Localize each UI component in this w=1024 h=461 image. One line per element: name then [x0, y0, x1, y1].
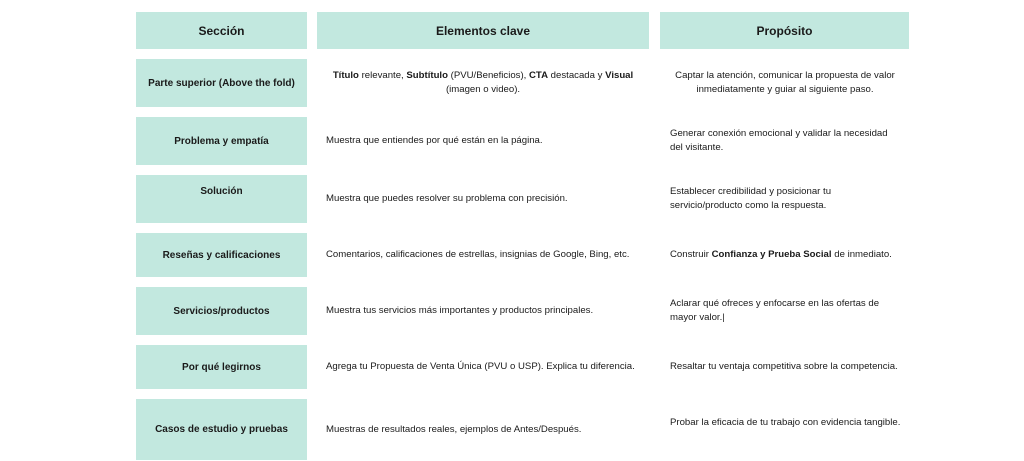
text: relevante, — [358, 70, 407, 81]
bold-text: Título — [332, 70, 359, 81]
section-cell: Servicios/productos — [136, 287, 307, 335]
elements-cell — [318, 59, 648, 107]
bold-text: Confianza y Prueba Social — [711, 249, 832, 260]
purpose-cell: Establecer credibilidad y posicionar tu servicio/producto como la respuesta. — [670, 186, 832, 211]
text: (PVU/Beneficios), — [447, 70, 529, 81]
purpose-cell: Aclarar qué ofreces y enfocarse en las ofertas de mayor valor.| — [670, 298, 880, 323]
purpose-cell: Generar conexión emocional y validar la necesidad del visitante. — [670, 128, 888, 153]
section-cell: Problema y empatía — [136, 117, 307, 165]
section-cell: Parte superior (Above the fold) — [136, 59, 307, 107]
section-cell: Por qué legirnos — [136, 345, 307, 389]
header-purpose: Propósito — [660, 12, 909, 49]
purpose-cell: Resaltar tu ventaja competitiva sobre la competencia. — [670, 361, 898, 372]
elements-cell: Muestra que puedes resolver su problema con precisión. — [326, 193, 568, 204]
header-elements: Elementos clave — [317, 12, 649, 49]
elements-cell: Comentarios, calificaciones de estrellas, insignias de Google, Bing, etc. — [326, 249, 630, 260]
text: destacada y — [548, 70, 606, 81]
bold-text: CTA — [529, 70, 549, 81]
section-cell: Casos de estudio y pruebas — [136, 399, 307, 460]
header-section: Sección — [136, 12, 307, 49]
bold-text: Visual — [605, 70, 634, 81]
elements-cell: Muestra tus servicios más importantes y productos principales. — [326, 305, 594, 316]
text: de inmediato. — [831, 249, 892, 260]
purpose-cell: Captar la atención, comunicar la propuesta de valor inmediatamente y guiar al siguiente paso. — [675, 70, 895, 95]
purpose-cell — [661, 233, 909, 277]
section-cell: Reseñas y calificaciones — [136, 233, 307, 277]
text: Construir — [670, 249, 712, 260]
elements-cell: Muestras de resultados reales, ejemplos de Antes/Después. — [326, 423, 582, 435]
bold-text: Subtítulo — [406, 70, 448, 81]
section-cell: Solución — [136, 175, 307, 223]
purpose-cell: Probar la eficacia de tu trabajo con evidencia tangible. — [670, 417, 901, 428]
elements-cell: Agrega tu Propuesta de Venta Única (PVU o USP). Explica tu diferencia. — [326, 361, 635, 372]
elements-cell: Muestra que entiendes por qué están en la página. — [326, 135, 543, 146]
text: (imagen o video). — [445, 84, 521, 95]
